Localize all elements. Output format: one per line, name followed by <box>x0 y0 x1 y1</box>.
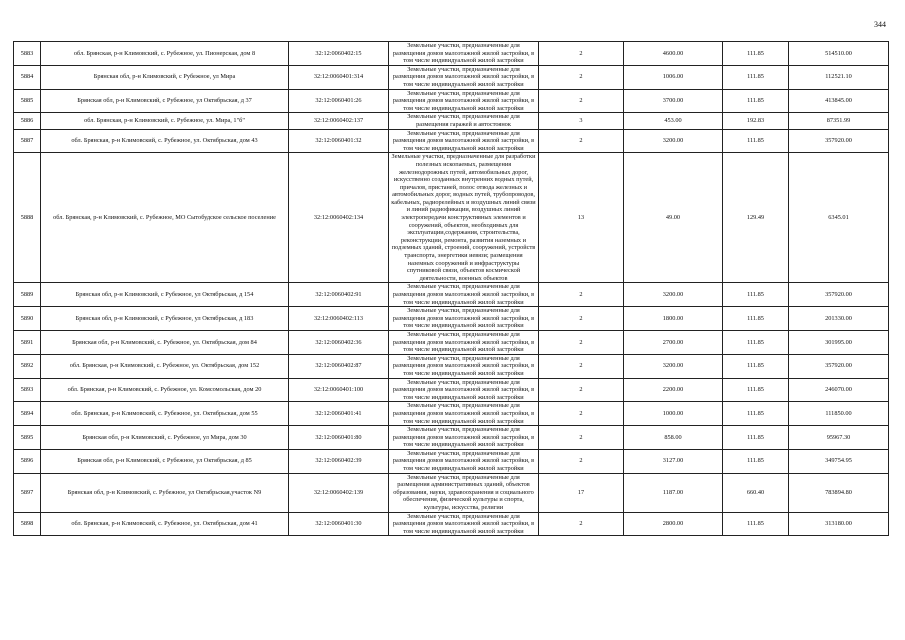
area-cell: 3200.00 <box>624 354 723 378</box>
area-cell: 2200.00 <box>624 378 723 402</box>
page-number: 344 <box>874 20 886 29</box>
cadastral-value-cell: 413845.00 <box>789 89 889 113</box>
cadastral-number-cell: 32:12:0060401:32 <box>289 129 389 153</box>
group-code-cell: 2 <box>539 42 624 66</box>
cadastral-number-cell: 32:12:0060401:100 <box>289 378 389 402</box>
address-cell: обл. Брянская, р-н Климовский, с. Рубежное, ул. Пионерская, дом 8 <box>41 42 289 66</box>
row-number: 5893 <box>14 378 41 402</box>
table-row <box>14 307 889 331</box>
address-cell: Брянская обл, р-н Климовский, с Рубежное, ул Октябрьская, д 85 <box>41 449 289 473</box>
cadastral-value-cell: 95967.30 <box>789 426 889 450</box>
group-code-cell: 2 <box>539 426 624 450</box>
specific-value-cell: 111.85 <box>723 426 789 450</box>
table-row <box>14 113 889 129</box>
row-number: 5889 <box>14 283 41 307</box>
area-cell: 3200.00 <box>624 283 723 307</box>
group-code-cell: 2 <box>539 65 624 89</box>
area-cell: 1000.00 <box>624 402 723 426</box>
group-code-cell: 2 <box>539 512 624 536</box>
cadastral-value-cell: 357920.00 <box>789 283 889 307</box>
cadastral-value-cell: 87351.99 <box>789 113 889 129</box>
address-cell: Брянская обл, р-н Климовский, с Рубежное, ул Октябрьская, д 154 <box>41 283 289 307</box>
table-row <box>14 65 889 89</box>
address-cell: обл. Брянская, р-н Климовский, с. Рубежное, ул. Октябрьская, дом 43 <box>41 129 289 153</box>
table-row <box>14 426 889 450</box>
cadastral-number-cell: 32:12:0060401:41 <box>289 402 389 426</box>
table-row <box>14 283 889 307</box>
row-number: 5897 <box>14 473 41 512</box>
area-cell: 453.00 <box>624 113 723 129</box>
cadastral-number-cell: 32:12:0060402:36 <box>289 330 389 354</box>
cadastral-number-cell: 32:12:0060401:30 <box>289 512 389 536</box>
land-use-cell: Земельные участки, предназначенные для размещения домов малоэтажной жилой застройки, в том числе индивидуальной жилой застройки <box>389 129 539 153</box>
area-cell: 1187.00 <box>624 473 723 512</box>
land-use-cell: Земельные участки, предназначенные для размещения домов малоэтажной жилой застройки, в том числе индивидуальной жилой застройки <box>389 426 539 450</box>
table-row <box>14 330 889 354</box>
specific-value-cell: 111.85 <box>723 42 789 66</box>
land-use-cell: Земельные участки, предназначенные для размещения домов малоэтажной жилой застройки, в том числе индивидуальной жилой застройки <box>389 402 539 426</box>
group-code-cell: 2 <box>539 283 624 307</box>
address-cell: обл. Брянская, р-н Климовский, с. Рубежное, ул. Октябрьская, дом 152 <box>41 354 289 378</box>
specific-value-cell: 192.83 <box>723 113 789 129</box>
area-cell: 3127.00 <box>624 449 723 473</box>
address-cell: Брянская обл, р-н Климовский, с. Рубежное, ул Октябрьская,участок N9 <box>41 473 289 512</box>
cadastral-value-cell: 514510.00 <box>789 42 889 66</box>
row-number: 5892 <box>14 354 41 378</box>
address-cell: обл. Брянская, р-н Климовский, с. Рубежное, МО Сытобудское сельское поселение <box>41 153 289 283</box>
group-code-cell: 2 <box>539 378 624 402</box>
specific-value-cell: 111.85 <box>723 449 789 473</box>
land-use-cell: Земельные участки, предназначенные для размещения домов малоэтажной жилой застройки, в том числе индивидуальной жилой застройки <box>389 354 539 378</box>
table-row <box>14 449 889 473</box>
row-number: 5886 <box>14 113 41 129</box>
specific-value-cell: 129.49 <box>723 153 789 283</box>
area-cell: 1800.00 <box>624 307 723 331</box>
cadastral-value-cell: 357920.00 <box>789 354 889 378</box>
specific-value-cell: 111.85 <box>723 512 789 536</box>
cadastral-value-cell: 201330.00 <box>789 307 889 331</box>
land-registry-table <box>13 41 889 536</box>
row-number: 5887 <box>14 129 41 153</box>
cadastral-value-cell: 357920.00 <box>789 129 889 153</box>
cadastral-number-cell: 32:12:0060401:80 <box>289 426 389 450</box>
cadastral-value-cell: 112521.10 <box>789 65 889 89</box>
group-code-cell: 3 <box>539 113 624 129</box>
table-row <box>14 153 889 283</box>
land-use-cell: Земельные участки, предназначенные для размещения домов малоэтажной жилой застройки, в том числе индивидуальной жилой застройки <box>389 512 539 536</box>
table-body <box>14 42 889 536</box>
land-use-cell: Земельные участки, предназначенные для размещения домов малоэтажной жилой застройки, в том числе индивидуальной жилой застройки <box>389 330 539 354</box>
land-use-cell: Земельные участки, предназначенные для размещения домов малоэтажной жилой застройки, в том числе индивидуальной жилой застройки <box>389 449 539 473</box>
row-number: 5884 <box>14 65 41 89</box>
group-code-cell: 2 <box>539 449 624 473</box>
cadastral-value-cell: 783894.80 <box>789 473 889 512</box>
row-number: 5896 <box>14 449 41 473</box>
land-use-cell: Земельные участки, предназначенные для размещения домов малоэтажной жилой застройки, в том числе индивидуальной жилой застройки <box>389 283 539 307</box>
cadastral-number-cell: 32:12:0060402:113 <box>289 307 389 331</box>
land-use-cell: Земельные участки, предназначенные для размещения домов малоэтажной жилой застройки, в том числе индивидуальной жилой застройки <box>389 89 539 113</box>
group-code-cell: 2 <box>539 354 624 378</box>
cadastral-number-cell: 32:12:0060401:314 <box>289 65 389 89</box>
table-row <box>14 89 889 113</box>
area-cell: 1006.00 <box>624 65 723 89</box>
cadastral-value-cell: 313180.00 <box>789 512 889 536</box>
area-cell: 4600.00 <box>624 42 723 66</box>
cadastral-number-cell: 32:12:0060402:139 <box>289 473 389 512</box>
row-number: 5888 <box>14 153 41 283</box>
land-use-cell: Земельные участки, предназначенные для размещения домов малоэтажной жилой застройки, в том числе индивидуальной жилой застройки <box>389 378 539 402</box>
area-cell: 3200.00 <box>624 129 723 153</box>
land-use-cell: Земельные участки, предназначенные для размещения домов малоэтажной жилой застройки, в том числе индивидуальной жилой застройки <box>389 307 539 331</box>
group-code-cell: 2 <box>539 307 624 331</box>
specific-value-cell: 111.85 <box>723 378 789 402</box>
group-code-cell: 2 <box>539 129 624 153</box>
row-number: 5891 <box>14 330 41 354</box>
area-cell: 2800.00 <box>624 512 723 536</box>
specific-value-cell: 111.85 <box>723 402 789 426</box>
cadastral-value-cell: 111850.00 <box>789 402 889 426</box>
area-cell: 2700.00 <box>624 330 723 354</box>
group-code-cell: 13 <box>539 153 624 283</box>
table-row <box>14 378 889 402</box>
group-code-cell: 17 <box>539 473 624 512</box>
table-row <box>14 473 889 512</box>
row-number: 5895 <box>14 426 41 450</box>
land-use-cell: Земельные участки, предназначенные для размещения административных зданий, объектов образования, науки, здравоохранения и социального обеспечения, физической культуры и спорта, культуры, искусства, религии <box>389 473 539 512</box>
land-use-cell: Земельные участки, предназначенные для размещения домов малоэтажной жилой застройки, в том числе индивидуальной жилой застройки <box>389 65 539 89</box>
table-row <box>14 42 889 66</box>
address-cell: обл. Брянская, р-н Климовский, с. Рубежное, ул. Комсомольская, дом 20 <box>41 378 289 402</box>
specific-value-cell: 660.40 <box>723 473 789 512</box>
area-cell: 49.00 <box>624 153 723 283</box>
address-cell: Брянская обл, р-н Климовский, с Рубежное, ул Мира <box>41 65 289 89</box>
specific-value-cell: 111.85 <box>723 89 789 113</box>
specific-value-cell: 111.85 <box>723 354 789 378</box>
cadastral-number-cell: 32:12:0060402:39 <box>289 449 389 473</box>
row-number: 5885 <box>14 89 41 113</box>
address-cell: Брянская обл, р-н Климовский, с Рубежное, ул Октябрьская, д 183 <box>41 307 289 331</box>
address-cell: обл. Брянская, р-н Климовский, с. Рубежное, ул. Октябрьская, дом 41 <box>41 512 289 536</box>
cadastral-number-cell: 32:12:0060402:137 <box>289 113 389 129</box>
cadastral-number-cell: 32:12:0060401:26 <box>289 89 389 113</box>
table-row <box>14 354 889 378</box>
row-number: 5894 <box>14 402 41 426</box>
specific-value-cell: 111.85 <box>723 307 789 331</box>
table-row <box>14 512 889 536</box>
table-row <box>14 129 889 153</box>
cadastral-value-cell: 6345.01 <box>789 153 889 283</box>
address-cell: обл. Брянская, р-н Климовский, с. Рубежное, ул. Мира, 1"б" <box>41 113 289 129</box>
group-code-cell: 2 <box>539 402 624 426</box>
land-use-cell: Земельные участки, предназначенные для размещения гаражей и автостоянок <box>389 113 539 129</box>
cadastral-number-cell: 32:12:0060402:91 <box>289 283 389 307</box>
row-number: 5898 <box>14 512 41 536</box>
row-number: 5883 <box>14 42 41 66</box>
specific-value-cell: 111.85 <box>723 330 789 354</box>
table-row <box>14 402 889 426</box>
group-code-cell: 2 <box>539 330 624 354</box>
cadastral-number-cell: 32:12:0060402:15 <box>289 42 389 66</box>
cadastral-number-cell: 32:12:0060402:134 <box>289 153 389 283</box>
address-cell: Брянская обл, р-н Климовский, с. Рубежное, ул. Октябрьская, дом 84 <box>41 330 289 354</box>
land-use-cell: Земельные участки, предназначенные для разработки полезных ископаемых, размещения железнодорожных путей, автомобильных дорог, искусственно созданных внутренних водных путей, причалов, пристаней, полос отвода железных и автомобильных дорог, водных путей, трубопроводов, кабельных, радиорелейных и воздушных линий связи и линий радиофикации, воздушных линий электропередачи конструктивных элементов и сооружений, объектов, необходимых для эксплуатации,содержания, строительства, реконструкции, ремонта, развития наземных и подземных зданий, строений, сооружений, устройств транспорта, энергетики иевязи; размещения наземных сооружений и инфраструктуры спутниковой связи, объектов космической деятельности, военных объектов <box>389 153 539 283</box>
area-cell: 858.00 <box>624 426 723 450</box>
area-cell: 3700.00 <box>624 89 723 113</box>
address-cell: Брянская обл, р-н Климовский, с. Рубежное, ул Мира, дом 30 <box>41 426 289 450</box>
cadastral-value-cell: 301995.00 <box>789 330 889 354</box>
address-cell: обл. Брянская, р-н Климовский, с. Рубежное, ул. Октябрьская, дом 55 <box>41 402 289 426</box>
specific-value-cell: 111.85 <box>723 283 789 307</box>
row-number: 5890 <box>14 307 41 331</box>
cadastral-value-cell: 349754.95 <box>789 449 889 473</box>
specific-value-cell: 111.85 <box>723 129 789 153</box>
cadastral-value-cell: 246070.00 <box>789 378 889 402</box>
cadastral-number-cell: 32:12:0060402:87 <box>289 354 389 378</box>
group-code-cell: 2 <box>539 89 624 113</box>
address-cell: Брянская обл, р-н Климовский, с Рубежное, ул Октябрьская, д 37 <box>41 89 289 113</box>
land-use-cell: Земельные участки, предназначенные для размещения домов малоэтажной жилой застройки, в том числе индивидуальной жилой застройки <box>389 42 539 66</box>
specific-value-cell: 111.85 <box>723 65 789 89</box>
